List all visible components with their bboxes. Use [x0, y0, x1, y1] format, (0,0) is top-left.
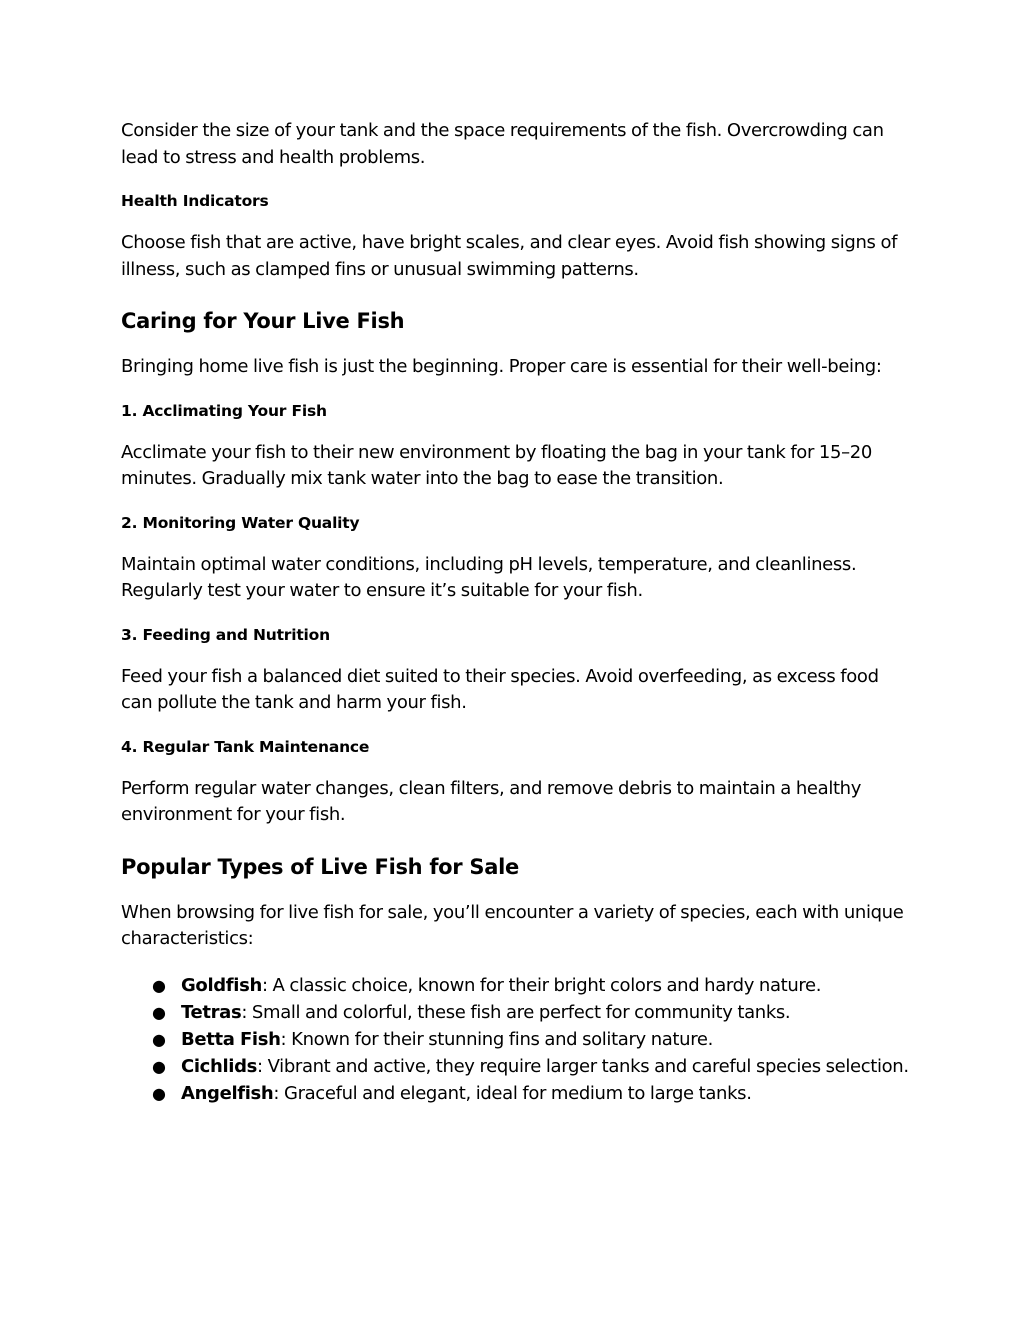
popular-types-heading: Popular Types of Live Fish for Sale — [121, 854, 519, 879]
list-item — [121, 999, 911, 1026]
tank-size-paragraph: Consider the size of your tank and the space requirements of the fish. Overcrowding can lead to stress and health problems. — [121, 120, 884, 168]
fish-description: : Vibrant and active, they require larger tanks and careful species selection. — [257, 1055, 909, 1077]
fish-name: Goldfish — [181, 974, 262, 996]
list-item — [121, 1053, 911, 1080]
step-feeding-text: Feed your fish a balanced diet suited to their species. Avoid overfeeding, as excess food can pollute the tank and harm your fish. — [121, 665, 879, 713]
health-indicators-paragraph: Choose fish that are active, have bright scales, and clear eyes. Avoid fish showing signs of illness, such as clamped fins or unusual swimming patterns. — [121, 232, 898, 280]
fish-name: Angelfish — [181, 1082, 274, 1104]
caring-intro-paragraph: Bringing home live fish is just the beginning. Proper care is essential for their well-being: — [121, 356, 882, 377]
popular-types-intro: When browsing for live fish for sale, you’ll encounter a variety of species, each with unique characteristics: — [121, 901, 904, 949]
bullet-icon: ● — [152, 1056, 166, 1076]
bullet-icon: ● — [152, 1029, 166, 1049]
fish-description: : Small and colorful, these fish are perfect for community tanks. — [241, 1001, 791, 1023]
list-item — [121, 972, 911, 999]
step-maintenance-heading: 4. Regular Tank Maintenance — [121, 737, 370, 756]
caring-section-heading: Caring for Your Live Fish — [121, 309, 405, 333]
step-feeding-heading: 3. Feeding and Nutrition — [121, 625, 330, 644]
bullet-icon: ● — [152, 975, 166, 995]
list-item — [121, 1026, 911, 1053]
fish-name: Betta Fish — [181, 1028, 281, 1050]
fish-description: : Known for their stunning fins and solitary nature. — [280, 1028, 713, 1050]
list-item — [121, 1080, 911, 1107]
fish-description: : Graceful and elegant, ideal for medium to large tanks. — [273, 1082, 752, 1104]
health-indicators-heading: Health Indicators — [121, 192, 269, 210]
bullet-icon: ● — [152, 1083, 166, 1103]
step-acclimating-text: Acclimate your fish to their new environment by floating the bag in your tank for 15–20 minutes. Gradually mix tank water into the bag to ease the transition. — [121, 441, 872, 489]
fish-description: : A classic choice, known for their bright colors and hardy nature. — [261, 974, 822, 996]
fish-name: Tetras — [181, 1001, 242, 1023]
step-water-quality-text: Maintain optimal water conditions, including pH levels, temperature, and cleanliness. Regularly test your water to ensure it’s suitable for your fish. — [121, 553, 857, 601]
fish-types-list — [121, 972, 911, 1107]
fish-name: Cichlids — [181, 1055, 258, 1077]
step-water-quality-heading: 2. Monitoring Water Quality — [121, 513, 360, 532]
document-page — [121, 118, 911, 1107]
bullet-icon: ● — [152, 1002, 166, 1022]
step-maintenance-text: Perform regular water changes, clean filters, and remove debris to maintain a healthy environment for your fish. — [121, 777, 862, 825]
step-acclimating-heading: 1. Acclimating Your Fish — [121, 401, 327, 420]
